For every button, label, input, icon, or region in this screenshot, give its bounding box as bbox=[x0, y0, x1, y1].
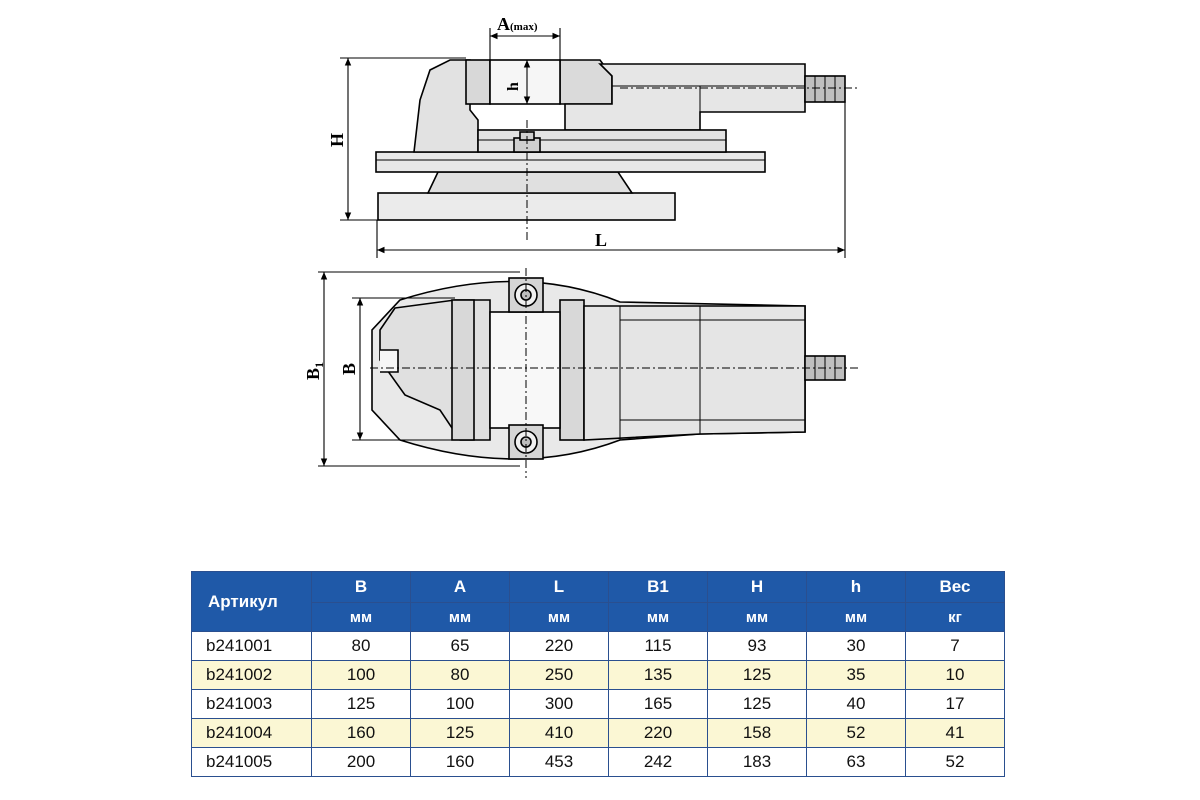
l-label: L bbox=[595, 230, 608, 250]
table-cell: 453 bbox=[510, 748, 609, 777]
header-col: L bbox=[510, 572, 609, 603]
table-cell: 30 bbox=[807, 632, 906, 661]
movable-jaw-plate-top bbox=[560, 300, 584, 440]
table-header-row bbox=[192, 572, 1005, 603]
vise-bed bbox=[376, 152, 765, 172]
specification-table bbox=[191, 571, 1005, 777]
table-cell: 10 bbox=[906, 661, 1005, 690]
table-cell: 160 bbox=[312, 719, 411, 748]
table-cell: 220 bbox=[510, 632, 609, 661]
table-cell: 100 bbox=[312, 661, 411, 690]
table-cell: 41 bbox=[906, 719, 1005, 748]
unit-cell: мм bbox=[411, 603, 510, 632]
table-row bbox=[192, 661, 1005, 690]
table-row bbox=[192, 632, 1005, 661]
b1-label: $B_1$ bbox=[303, 361, 326, 380]
table-cell: 135 bbox=[609, 661, 708, 690]
h-small-label: h bbox=[505, 82, 522, 91]
table-cell: 300 bbox=[510, 690, 609, 719]
table-cell: 17 bbox=[906, 690, 1005, 719]
table-cell: 40 bbox=[807, 690, 906, 719]
table-row bbox=[192, 719, 1005, 748]
header-col: H bbox=[708, 572, 807, 603]
article-code: b241002 bbox=[192, 661, 312, 690]
table-cell: 52 bbox=[807, 719, 906, 748]
table-cell: 183 bbox=[708, 748, 807, 777]
table-cell: 7 bbox=[906, 632, 1005, 661]
table-cell: 80 bbox=[312, 632, 411, 661]
table-row bbox=[192, 690, 1005, 719]
table-cell: 125 bbox=[411, 719, 510, 748]
unit-cell: кг bbox=[906, 603, 1005, 632]
table-cell: 220 bbox=[609, 719, 708, 748]
table-cell: 165 bbox=[609, 690, 708, 719]
table-units-row bbox=[192, 603, 1005, 632]
base-neck bbox=[428, 172, 632, 193]
jaw-opening bbox=[490, 60, 560, 104]
table-cell: 63 bbox=[807, 748, 906, 777]
table-cell: 160 bbox=[411, 748, 510, 777]
side-view bbox=[376, 60, 845, 220]
table-cell: 100 bbox=[411, 690, 510, 719]
unit-cell: мм bbox=[807, 603, 906, 632]
table-cell: 115 bbox=[609, 632, 708, 661]
table-cell: 125 bbox=[708, 661, 807, 690]
a-max-label: A(max) bbox=[497, 14, 538, 34]
table-cell: 35 bbox=[807, 661, 906, 690]
table-cell: 125 bbox=[312, 690, 411, 719]
unit-cell: мм bbox=[312, 603, 411, 632]
h-large-label: H bbox=[327, 132, 347, 147]
header-col: A bbox=[411, 572, 510, 603]
table-cell: 242 bbox=[609, 748, 708, 777]
header-col: B bbox=[312, 572, 411, 603]
table-cell: 125 bbox=[708, 690, 807, 719]
table-row bbox=[192, 748, 1005, 777]
b-label: B bbox=[339, 362, 359, 375]
article-code: b241005 bbox=[192, 748, 312, 777]
table-cell: 65 bbox=[411, 632, 510, 661]
header-col: B1 bbox=[609, 572, 708, 603]
table-cell: 410 bbox=[510, 719, 609, 748]
table-cell: 250 bbox=[510, 661, 609, 690]
fixed-jaw-plate-top bbox=[452, 300, 474, 440]
unit-cell: мм bbox=[510, 603, 609, 632]
header-articul: Артикул bbox=[192, 572, 312, 632]
table-cell: 93 bbox=[708, 632, 807, 661]
article-code: b241004 bbox=[192, 719, 312, 748]
article-code: b241001 bbox=[192, 632, 312, 661]
header-col: h bbox=[807, 572, 906, 603]
fixed-jaw-plate bbox=[466, 60, 490, 104]
table-cell: 80 bbox=[411, 661, 510, 690]
unit-cell: мм bbox=[708, 603, 807, 632]
table-cell: 158 bbox=[708, 719, 807, 748]
header-col: Вес bbox=[906, 572, 1005, 603]
article-code: b241003 bbox=[192, 690, 312, 719]
unit-cell: мм bbox=[609, 603, 708, 632]
table-cell: 200 bbox=[312, 748, 411, 777]
jaw-gap-top bbox=[490, 312, 560, 428]
table-cell: 52 bbox=[906, 748, 1005, 777]
